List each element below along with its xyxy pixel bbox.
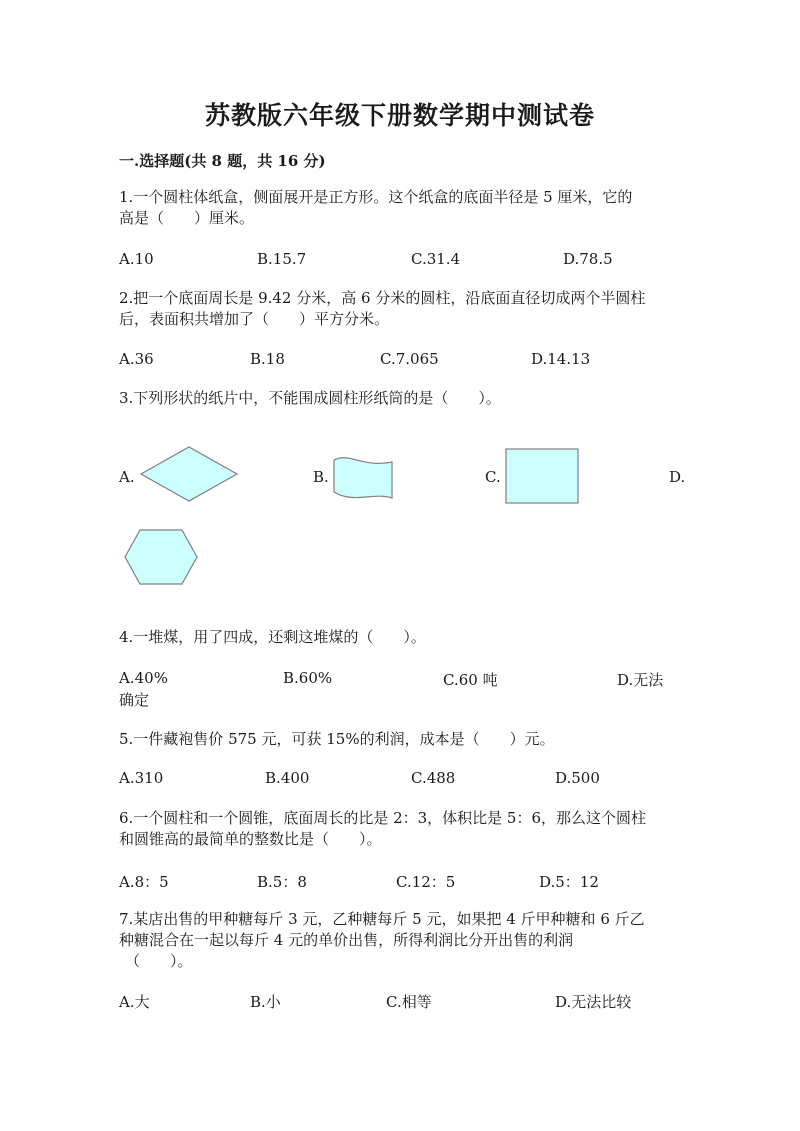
rectangle-shape	[505, 448, 579, 504]
question-6-option-c: C.12：5	[396, 873, 456, 891]
question-7-option-b: B.小	[250, 993, 281, 1011]
hexagon-shape	[124, 529, 198, 585]
question-4-option-d-continuation: 确定	[119, 691, 150, 709]
question-2-stem-line-1: 2.把一个底面周长是 9.42 分米，高 6 分米的圆柱，沿底面直径切成两个半圆柱	[119, 289, 646, 307]
question-4-option-b: B.60%	[283, 669, 333, 687]
wavy-rectangle-shape	[331, 456, 395, 500]
question-1-option-b: B.15.7	[257, 250, 307, 268]
question-7-stem-line-1: 7.某店出售的甲种糖每斤 3 元，乙种糖每斤 5 元，如果把 4 斤甲种糖和 6 斤乙	[119, 910, 645, 928]
question-2-option-d: D.14.13	[531, 350, 591, 368]
question-5-option-b: B.400	[265, 769, 310, 787]
question-4-option-d: D.无法	[617, 671, 664, 689]
question-7-option-d: D.无法比较	[555, 993, 632, 1011]
question-7-option-c: C.相等	[386, 993, 432, 1011]
question-6-option-b: B.5：8	[257, 873, 307, 891]
question-2-stem-line-2: 后，表面积共增加了（ ）平方分米。	[119, 310, 390, 328]
page-title: 苏教版六年级下册数学期中测试卷	[204, 101, 595, 130]
question-1-option-a: A.10	[119, 250, 154, 268]
question-2-option-a: A.36	[119, 350, 154, 368]
rhombus-shape	[140, 446, 238, 502]
question-3-option-c: C.	[485, 468, 501, 486]
question-2-option-b: B.18	[250, 350, 285, 368]
question-5-stem: 5.一件藏袍售价 575 元，可获 15%的利润，成本是（ ）元。	[119, 730, 555, 748]
question-5-option-a: A.310	[119, 769, 164, 787]
question-7-stem-line-2: 种糖混合在一起以每斤 4 元的单价出售，所得利润比分开出售的利润	[119, 931, 574, 949]
question-3-option-b: B.	[313, 468, 329, 486]
question-6-option-d: D.5：12	[539, 873, 599, 891]
question-2-option-c: C.7.065	[380, 350, 439, 368]
question-1-option-c: C.31.4	[411, 250, 461, 268]
question-3-option-d: D.	[669, 468, 686, 486]
question-1-stem-line-2: 高是（ ）厘米。	[119, 209, 255, 227]
question-3-stem: 3.下列形状的纸片中，不能围成圆柱形纸筒的是（ ）。	[119, 389, 501, 407]
question-1-option-d: D.78.5	[563, 250, 613, 268]
question-4-stem: 4.一堆煤，用了四成，还剩这堆煤的（ ）。	[119, 628, 426, 646]
question-4-option-a: A.40%	[119, 669, 168, 687]
question-3-option-a: A.	[119, 468, 135, 486]
question-4-option-c: C.60 吨	[443, 671, 498, 689]
question-6-option-a: A.8：5	[119, 873, 169, 891]
question-5-option-d: D.500	[555, 769, 600, 787]
question-1-stem-line-1: 1.一个圆柱体纸盒，侧面展开是正方形。这个纸盒的底面半径是 5 厘米，它的	[119, 188, 633, 206]
question-5-option-c: C.488	[411, 769, 456, 787]
question-6-stem-line-2: 和圆锥高的最简单的整数比是（ ）。	[119, 830, 382, 848]
section-heading: 一.选择题(共 8 题，共 16 分)	[119, 152, 326, 170]
question-7-stem-line-3: （ ）。	[125, 952, 193, 970]
question-7-option-a: A.大	[119, 993, 150, 1011]
question-6-stem-line-1: 6.一个圆柱和一个圆锥，底面周长的比是 2：3，体积比是 5：6，那么这个圆柱	[119, 809, 647, 827]
